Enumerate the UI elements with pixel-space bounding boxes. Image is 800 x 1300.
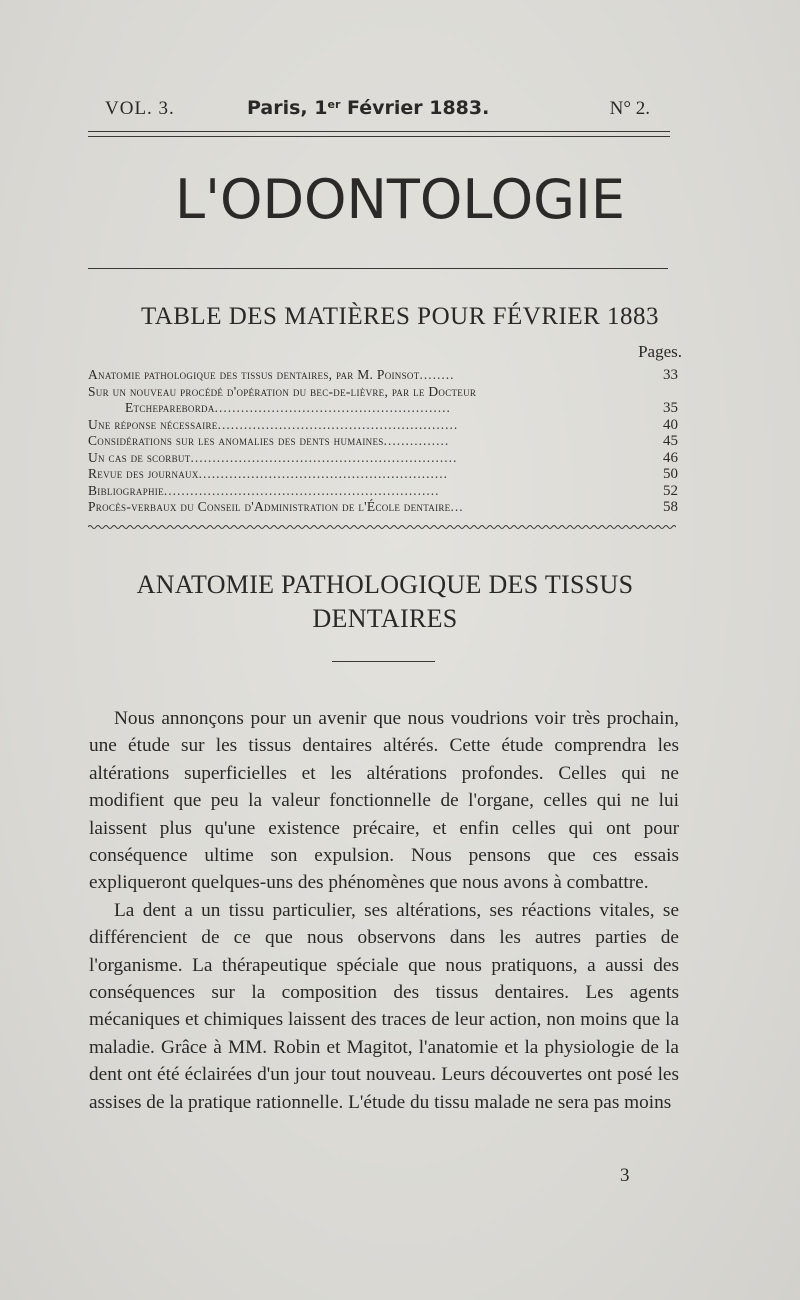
journal-title: L'ODONTOLOGIE <box>175 168 625 231</box>
toc-page-number: 40 <box>663 416 678 433</box>
toc-title: TABLE DES MATIÈRES POUR FÉVRIER 1883 <box>140 303 660 330</box>
header-rule-top <box>88 131 670 132</box>
toc-page-number: 58 <box>663 499 678 515</box>
toc-page-number: 52 <box>663 482 678 499</box>
toc-entry: Procès-verbaux du Conseil d'Administration de l'École dentaire... 58 <box>88 499 678 515</box>
title-rule <box>88 268 668 269</box>
paragraph: Nous annonçons pour un avenir que nous voudrions voir très prochain, une étude sur les tissus dentaires altérés. Cette étude comprendra les altérations superficielles et les altérations profondes. Celles qui ne modifient que peu la valeur fonctionnelle de l'organe, celles qui ne lui laissent plus qu'une existence précaire, et enfin celles qui ont pour conséquence ultime son expulsion. Nous pensons que ces essais expliqueront quelques-uns des phénomènes que nous avons à combattre. <box>89 708 679 894</box>
title-separator <box>332 661 435 662</box>
toc-page-number: 35 <box>663 400 678 416</box>
volume-label: VOL. 3. <box>105 98 175 119</box>
pages-label: Pages. <box>638 342 682 361</box>
toc-page-number: 45 <box>663 433 678 449</box>
toc-entry: Anatomie pathologique des tissus dentaires, par M. Poinsot........ 33 <box>88 367 678 383</box>
toc-entry: Considérations sur les anomalies des dents humaines............... 45 <box>88 433 678 449</box>
toc-entry: Une réponse nécessaire....................................................... 40 <box>88 416 678 433</box>
toc-entry: Etchepareborda...................................................... 35 <box>125 400 678 416</box>
wavy-divider <box>88 524 676 530</box>
article-body <box>89 705 679 1116</box>
toc-page-number: 46 <box>663 449 678 466</box>
issue-date: Paris, 1er Février 1883. <box>247 97 490 119</box>
article-title: ANATOMIE PATHOLOGIQUE DES TISSUS DENTAIRES <box>136 570 634 633</box>
toc-page-number: 50 <box>663 466 678 482</box>
toc-entry: Bibliographie............................................................... 52 <box>88 482 678 499</box>
toc-entry: Sur un nouveau procédé d'opération du bec-de-lièvre, par le Docteur <box>88 383 477 399</box>
toc-entry: Revue des journaux......................................................... 50 <box>88 466 678 482</box>
issue-number: N° 2. <box>609 98 650 119</box>
running-header <box>105 98 650 128</box>
paragraph: La dent a un tissu particulier, ses altérations, ses réactions vitales, se différencient de ce que nous observons dans les autres parties de l'organisme. La thérapeutique spéciale que nous pratiquons, a aussi des conséquences sur la composition des tissus dentaires. Les agents mécaniques et chimiques laissent des traces de leur action, non moins que la maladie. Grâce à MM. Robin et Magitot, l'anatomie et la physiologie de la dent ont été éclairées d'un jour tout nouveau. Leurs découvertes ont posé les assises de la pratique rationnelle. L'étude du tissu malade ne sera pas moins <box>89 899 679 1113</box>
toc-page-number: 33 <box>663 367 678 383</box>
page-number: 3 <box>620 1165 630 1186</box>
table-of-contents <box>88 367 678 516</box>
header-rule-bottom <box>88 136 670 137</box>
toc-entry: Un cas de scorbut............................................................. 46 <box>88 449 678 466</box>
